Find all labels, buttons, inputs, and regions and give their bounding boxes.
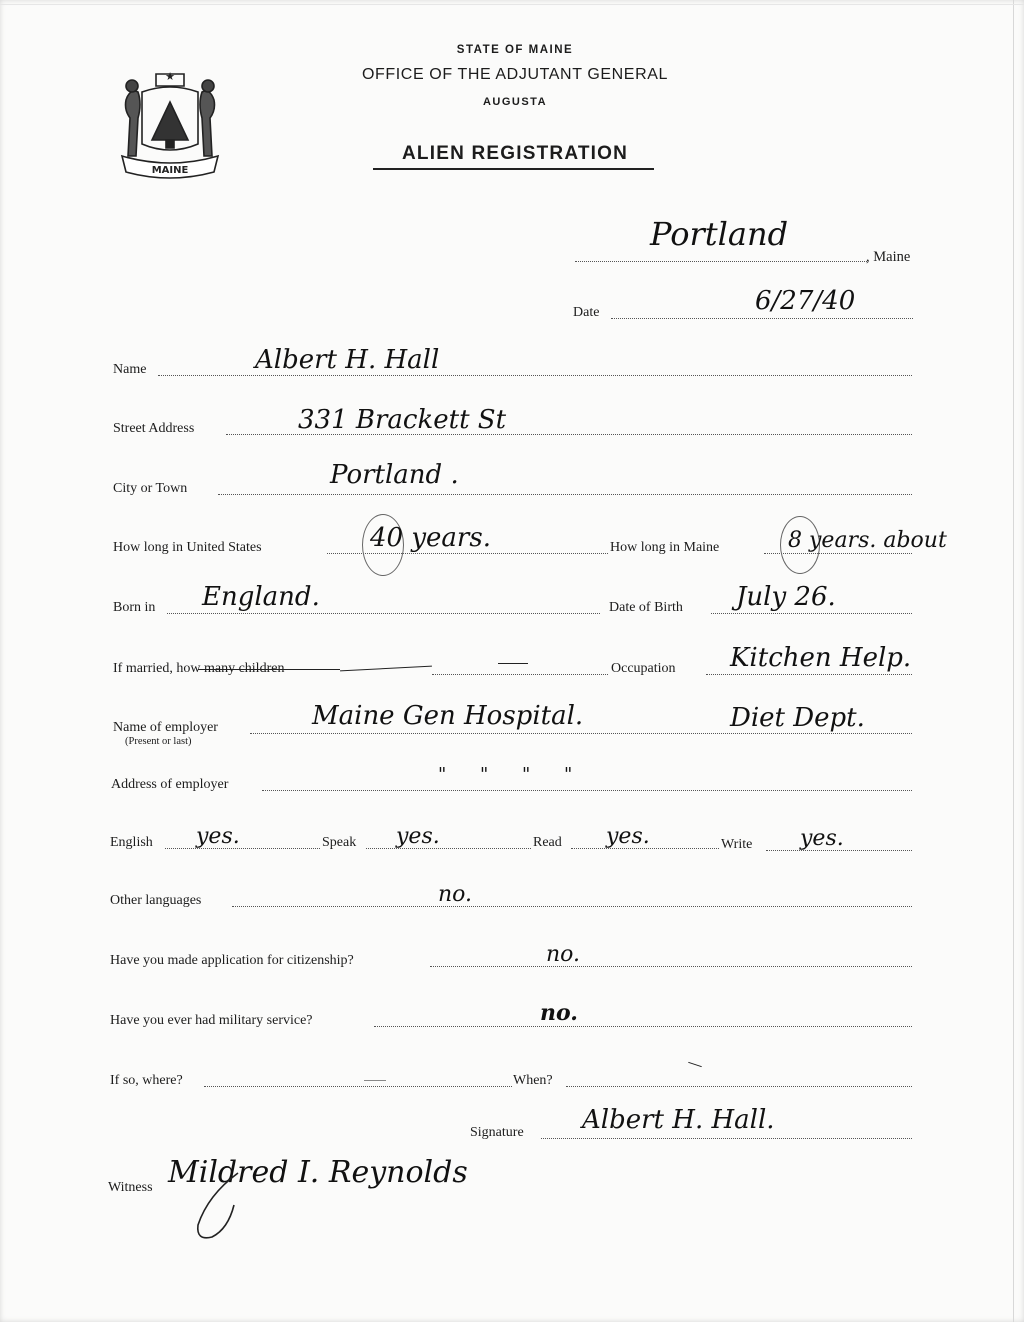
date-of-birth-field-line [711, 613, 912, 614]
date-of-birth-field-value: July 26. [736, 582, 836, 612]
speak-field-value: yes. [396, 824, 440, 849]
place-field-value: Portland [650, 215, 789, 253]
english-field-line [165, 848, 320, 849]
employer-address-field-line [262, 790, 912, 791]
service-date-field-line [566, 1086, 912, 1087]
write-label: Write [721, 837, 753, 852]
service-date-mark [688, 1062, 702, 1067]
signature-label: Signature [470, 1125, 524, 1140]
children-dash-mark [340, 666, 432, 672]
state-of-maine-seal-icon [112, 52, 228, 182]
english-label: English [110, 835, 153, 850]
header-office: OFFICE OF THE ADJUTANT GENERAL [361, 66, 669, 83]
service-date-label: When? [513, 1073, 553, 1088]
employer-department-value: Diet Dept. [730, 703, 865, 733]
us-duration-label: How long in United States [113, 540, 262, 555]
service-location-field-line [204, 1086, 512, 1087]
witness-signature-flourish [188, 1165, 278, 1245]
maine-duration-label: How long in Maine [610, 540, 720, 555]
other-languages-label: Other languages [110, 893, 202, 908]
occupation-field-line [706, 674, 912, 675]
name-field-line [158, 375, 912, 376]
name-field-value: Albert H. Hall [255, 345, 440, 375]
city-label: City or Town [113, 481, 188, 496]
citizenship-label: Have you made application for citizenship? [110, 953, 354, 968]
write-field-value: yes. [800, 826, 844, 851]
employer-field-value: Maine Gen Hospital. [312, 701, 584, 731]
employer-sublabel: (Present or last) [125, 736, 192, 747]
paper-fold-line [1013, 0, 1014, 1322]
children-dash-mark-2 [498, 663, 528, 664]
employer-address-label: Address of employer [111, 777, 229, 792]
citizenship-field-line [430, 966, 912, 967]
employer-address-ditto-marks: " " " " [438, 764, 573, 785]
street-address-label: Street Address [113, 421, 195, 436]
witness-signature-value: Mildred I. Reynolds [168, 1155, 468, 1190]
employer-field-line [250, 733, 912, 734]
date-of-birth-label: Date of Birth [609, 600, 683, 615]
birthplace-field-line [167, 613, 600, 614]
seal-star: ★ [165, 70, 175, 83]
form-title: ALIEN REGISTRATION [401, 143, 629, 164]
military-service-field-line [374, 1026, 912, 1027]
place-field-line [575, 261, 867, 262]
service-location-label: If so, where? [110, 1073, 183, 1088]
place-suffix-label: , Maine [866, 249, 911, 265]
citizenship-field-value: no. [546, 942, 581, 967]
other-languages-field-line [232, 906, 912, 907]
header-state: STATE OF MAINE [456, 44, 574, 56]
speak-label: Speak [322, 835, 357, 850]
city-field-value: Portland . [330, 460, 459, 490]
seal-banner-text: MAINE [151, 165, 189, 176]
name-label: Name [113, 362, 147, 377]
occupation-label: Occupation [611, 661, 676, 676]
witness-label: Witness [108, 1180, 153, 1195]
birthplace-label: Born in [113, 600, 156, 615]
date-label: Date [573, 305, 600, 320]
service-location-mark [364, 1080, 386, 1081]
military-service-label: Have you ever had military service? [110, 1013, 313, 1028]
signature-value: Albert H. Hall. [582, 1105, 775, 1135]
children-label: If married, how many children [113, 661, 285, 676]
children-field-line [432, 674, 608, 675]
speak-field-line [366, 848, 531, 849]
read-label: Read [533, 835, 562, 850]
us-duration-field-value: 40 years. [370, 523, 491, 553]
header-city: AUGUSTA [482, 96, 548, 108]
read-field-value: yes. [606, 824, 650, 849]
city-field-line [218, 494, 912, 495]
date-field-line [611, 318, 913, 319]
children-label-strikethrough [198, 669, 340, 670]
birthplace-field-value: England. [202, 582, 320, 612]
signature-field-line [541, 1138, 912, 1139]
paper-top-edge [0, 4, 1024, 5]
date-field-value: 6/27/40 [755, 286, 856, 316]
title-underline [373, 168, 654, 170]
other-languages-field-value: no. [438, 882, 473, 907]
employer-label: Name of employer [113, 720, 218, 735]
street-address-field-value: 331 Brackett St [298, 405, 507, 435]
occupation-field-value: Kitchen Help. [730, 643, 912, 673]
military-service-field-value: no. [540, 1000, 578, 1026]
maine-duration-field-value: 8 years. about [788, 528, 947, 553]
english-field-value: yes. [196, 824, 240, 849]
